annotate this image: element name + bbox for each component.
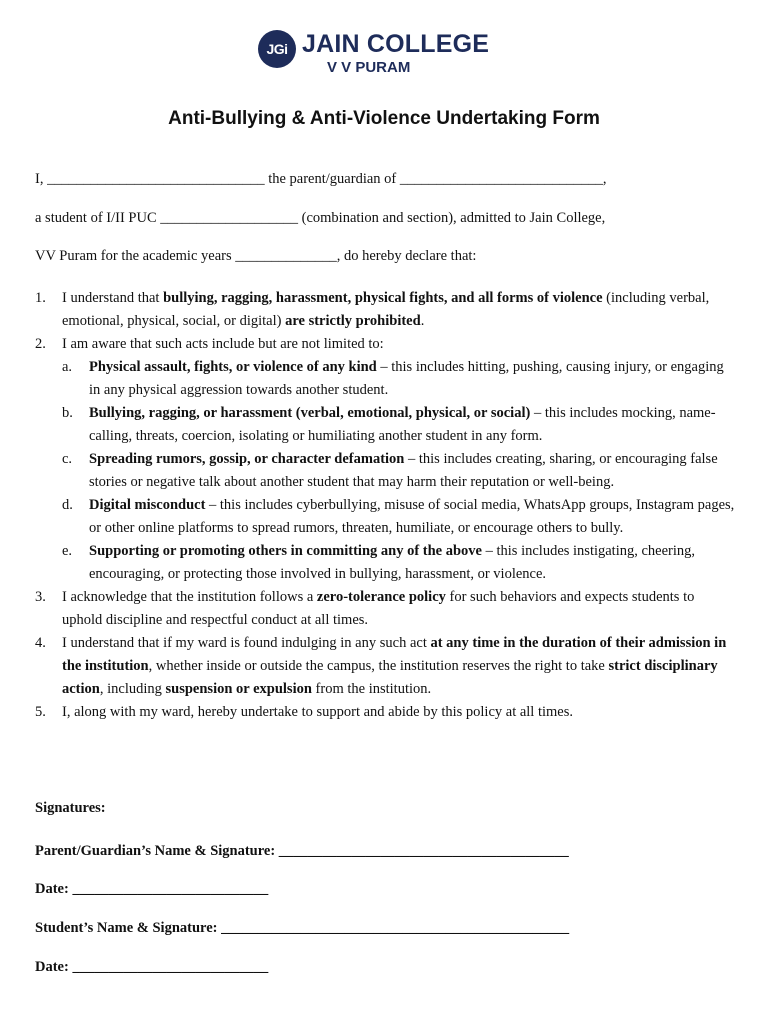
declaration-line-3: VV Puram for the academic years ______________, do hereby declare that: <box>35 248 477 264</box>
undertaking-list <box>35 287 735 724</box>
list-item: 1. I understand that bullying, ragging, harassment, physical fights, and all forms of violence (including verbal, emotional, physical, social, or digital) are strictly prohibited. <box>35 287 735 333</box>
list-item: 5. I, along with my ward, hereby undertake to support and abide by this policy at all times. <box>35 701 735 724</box>
item-number: 4. <box>35 635 46 651</box>
item-number: 3. <box>35 589 46 605</box>
signatures-heading: Signatures: <box>35 800 106 816</box>
item-number: 1. <box>35 290 46 306</box>
student-date-field[interactable]: Date: ___________________________ <box>35 959 269 975</box>
sub-list-item: c. Spreading rumors, gossip, or character defamation – this includes creating, sharing, or encouraging false stories or negative talk about another student that may harm their reputation or well-being. <box>62 451 718 490</box>
sub-list-item: d. Digital misconduct – this includes cyberbullying, misuse of social media, WhatsApp groups, Instagram pages, or other online platforms to spread rumors, threaten, humiliate, or encourage others to bully. <box>62 497 735 536</box>
declaration-line-2: a student of I/II PUC ___________________ (combination and section), admitted to Jain College, <box>35 210 606 226</box>
college-name: JAIN COLLEGE <box>302 30 490 58</box>
declaration-line-1: I, ______________________________ the parent/guardian of ____________________________, <box>35 171 607 187</box>
parent-signature-field[interactable]: Parent/Guardian’s Name & Signature: ________________________________________ <box>35 843 569 859</box>
sub-list-item: e. Supporting or promoting others in committing any of the above – this includes instigating, cheering, encouraging, or protecting those involved in bullying, harassment, or violence. <box>62 543 696 582</box>
item-number: 2. <box>35 336 46 352</box>
sub-list-item: b. Bullying, ragging, or harassment (verbal, emotional, physical, or social) – this includes mocking, name-calling, threats, coercion, isolating or humiliating another student in any form. <box>62 405 716 444</box>
college-logo: JGi <box>258 30 296 68</box>
list-item: 3. I acknowledge that the institution follows a zero-tolerance policy for such behaviors and expects students to uphold discipline and respectful conduct at all times. <box>35 586 735 632</box>
student-signature-field[interactable]: Student’s Name & Signature: ________________________________________________ <box>35 920 570 936</box>
sub-list-item: a. Physical assault, fights, or violence of any kind – this includes hitting, pushing, causing injury, or engaging in any physical aggression towards another student. <box>62 359 724 398</box>
list-item: 2. I am aware that such acts include but are not limited to: a. Physical assault, fights, or violence of any kind – this includes hitting, pushing, causing injury, or engaging in any physical aggression towards another student. b. Bullying, ragging, or harassment (verbal, emotional, physical, or social) – this includes mocking, name-calling, threats, coercion, isolating or humiliating another student in any form. c. Spreading rumors, gossip, or character defamation – this includes creating, sharing, or encouraging false stories or negative talk about another student that may harm their reputation or well-being. d. Digital misconduct – this includes cyberbullying, misuse of social media, WhatsApp groups, Instagram pages, or other online platforms to spread rumors, threaten, humiliate, or encourage others to bully. e. Supporting or promoting others in committing any of the above – this includes instigating, cheering, encouraging, or protecting those involved in bullying, harassment, or violence. <box>35 333 735 586</box>
item-number: 5. <box>35 704 46 720</box>
list-item: 4. I understand that if my ward is found indulging in any such act at any time in the duration of their admission in the institution, whether inside or outside the campus, the institution reserves the right to take strict disciplinary action, including suspension or expulsion from the institution. <box>35 632 735 701</box>
form-title: Anti-Bullying & Anti-Violence Undertaking Form <box>168 108 600 129</box>
campus-name: V V PURAM <box>327 59 411 76</box>
college-header <box>0 28 768 82</box>
parent-date-field[interactable]: Date: ___________________________ <box>35 881 269 897</box>
sub-list <box>62 356 735 586</box>
